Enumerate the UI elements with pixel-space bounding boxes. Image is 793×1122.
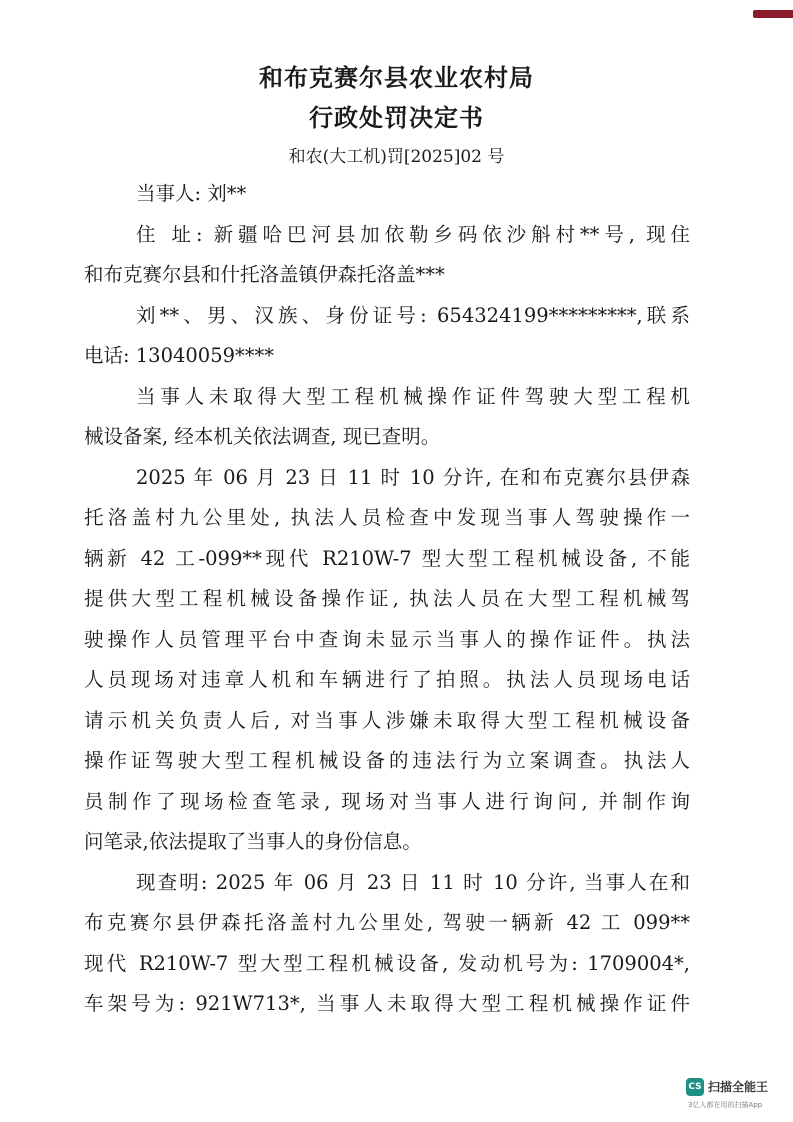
facts-paragraph-line: 操作证驾驶大型工程机械设备的违法行为立案调查。执法人 bbox=[84, 749, 690, 772]
scanner-slogan: 3亿人都在用的扫描App bbox=[688, 1101, 763, 1109]
findings-paragraph-line: 现查明: 2025 年 06 月 23 日 11 时 10 分许, 当事人在和 bbox=[136, 870, 690, 894]
scanner-app-name: 扫描全能王 bbox=[708, 1080, 769, 1094]
corner-mark bbox=[753, 10, 793, 18]
address-line-cont: 和布克赛尔县和什托洛盖镇伊森托洛盖*** bbox=[84, 263, 445, 286]
identity-line: 刘**、男、汉族、身份证号: 654324199*********,联系 bbox=[136, 303, 690, 327]
facts-paragraph-line: 提供大型工程机械设备操作证, 执法人员在大型工程机械驾 bbox=[84, 587, 690, 610]
facts-paragraph-line: 辆新 42 工-099**现代 R210W-7 型大型工程机械设备, 不能 bbox=[84, 546, 690, 570]
address-line: 住 址: 新疆哈巴河县加依勒乡码依沙斛村**号, 现住 bbox=[136, 222, 690, 246]
document-number: 和农(大工机)罚[2025]02 号 bbox=[288, 147, 505, 167]
facts-paragraph-line-end: 问笔录,依法提取了当事人的身份信息。 bbox=[84, 830, 422, 853]
findings-paragraph-line: 布克赛尔县伊森托洛盖村九公里处, 驾驶一辆新 42 工 099** bbox=[84, 911, 690, 934]
document-type-title: 行政处罚决定书 bbox=[309, 103, 484, 132]
facts-paragraph-line: 2025 年 06 月 23 日 11 时 10 分许, 在和布克赛尔县伊森 bbox=[136, 465, 690, 489]
case-summary-line: 当事人未取得大型工程机械操作证件驾驶大型工程机 bbox=[136, 384, 690, 408]
findings-paragraph-line: 车架号为: 921W713*, 当事人未取得大型工程机械操作证件 bbox=[84, 992, 690, 1015]
facts-paragraph-line: 请示机关负责人后, 对当事人涉嫌未取得大型工程机械设备 bbox=[84, 708, 690, 732]
party-name-line: 当事人: 刘** bbox=[136, 182, 247, 205]
issuing-authority-title: 和布克赛尔县农业农村局 bbox=[259, 63, 534, 92]
camscanner-logo-icon: CS bbox=[686, 1078, 704, 1096]
findings-paragraph-line: 现代 R210W-7 型大型工程机械设备, 发动机号为: 1709004*, bbox=[84, 951, 690, 975]
phone-line: 电话: 13040059**** bbox=[84, 344, 275, 367]
facts-paragraph-line: 驶操作人员管理平台中查询未显示当事人的操作证件。执法 bbox=[84, 627, 690, 651]
facts-paragraph-line: 员制作了现场检查笔录, 现场对当事人进行询问, 并制作询 bbox=[84, 789, 690, 813]
facts-paragraph-line: 托洛盖村九公里处, 执法人员检查中发现当事人驾驶操作一 bbox=[84, 506, 690, 529]
document-body bbox=[84, 174, 690, 1025]
case-summary-line-end: 械设备案, 经本机关依法调查, 现已查明。 bbox=[84, 425, 441, 448]
facts-paragraph-line: 人员现场对违章人机和车辆进行了拍照。执法人员现场电话 bbox=[84, 668, 690, 691]
